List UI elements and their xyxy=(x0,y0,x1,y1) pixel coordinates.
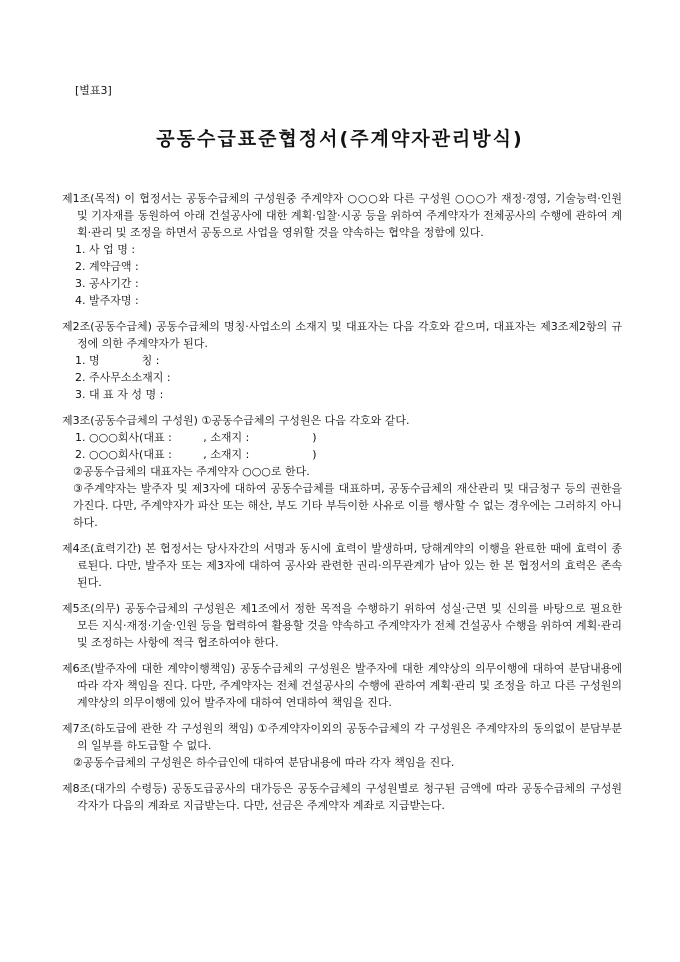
article-1 xyxy=(62,190,622,309)
article-4 xyxy=(62,540,622,591)
article-2-text: 제2조(공동수급체) 공동수급체의 명칭·사업소의 소재지 및 대표자는 다음 각호와 같으며, 대표자는 제3조제2항의 규정에 의한 주계약자가 된다. xyxy=(62,320,622,350)
article-4-text: 제4조(효력기간) 본 협정서는 당사자간의 서명과 동시에 효력이 발생하며, 당해계약의 이행을 완료한 때에 효력이 종료된다. 다만, 발주자 또는 제3자에 대하여 공사와 관련한 권리·의무관계가 남아 있는 한 본 협정서의 효력은 존속된다. xyxy=(62,542,622,589)
article-2-item: 3. 대 표 자 성 명 : xyxy=(75,388,164,401)
article-2 xyxy=(62,318,622,403)
article-8-text: 제8조(대가의 수령등) 공동도급공사의 대가등은 공동수급체의 구성원별로 청구된 금액에 따라 공동수급체의 구성원 각자가 다음의 계좌로 지급받는다. 다만, 선금은 주계약자 계좌로 지급받는다. xyxy=(62,782,622,812)
article-7-paragraph-2: ②공동수급체의 구성원은 하수급인에 대하여 분담내용에 따라 각자 책임을 진다. xyxy=(73,756,455,769)
article-5 xyxy=(62,600,622,651)
appendix-label: [별표3] xyxy=(75,84,112,97)
article-6 xyxy=(62,660,622,711)
article-1-item: 2. 계약금액 : xyxy=(75,260,139,273)
article-1-item: 3. 공사기간 : xyxy=(75,277,139,290)
article-3-paragraph-2: ②공동수급체의 대표자는 주계약자 ○○○로 한다. xyxy=(73,465,310,478)
article-1-item: 4. 발주자명 : xyxy=(75,294,139,307)
article-1-item: 1. 사 업 명 : xyxy=(75,243,136,256)
article-3-paragraph-3: ③주계약자는 발주자 및 제3자에 대하여 공동수급체를 대표하며, 공동수급체의 재산관리 및 대금청구 등의 권한을 가진다. 다만, 주계약자가 파산 또는 해산, 부도 기타 부득이한 사유로 이를 행사할 수 없는 경우에는 그러하지 아니하다. xyxy=(73,482,622,529)
document-body xyxy=(62,190,622,814)
article-8 xyxy=(62,780,622,814)
article-5-text: 제5조(의무) 공동수급체의 구성원은 제1조에서 정한 목적을 수행하기 위하여 성실·근면 및 신의를 바탕으로 필요한 모든 지식·재정·기술·인원 등을 협력하여 활용할 것을 약속하고 주계약자가 전체 건설공사 수행을 위하여 계획·관리 및 조정하는 사항에 적극 협조하여야 한다. xyxy=(62,602,622,649)
article-1-text: 제1조(목적) 이 협정서는 공동수급체의 구성원중 주계약자 ○○○와 다른 구성원 ○○○가 재정·경영, 기술능력·인원 및 기자재를 동원하여 아래 건설공사에 대한 계획·입찰·시공 등을 위하여 주계약자가 전체공사의 수행에 관하여 계획·관리 및 조정을 하면서 공동으로 사업을 영위할 것을 약속하는 협약을 정함에 있다. xyxy=(62,192,622,239)
article-2-item: 2. 주사무소소재지 : xyxy=(75,371,171,384)
article-3-item: 2. ○○○회사(대표 : , 소재지 : ) xyxy=(75,448,317,461)
article-3-text: 제3조(공동수급체의 구성원) ①공동수급체의 구성원은 다음 각호와 같다. xyxy=(62,414,410,427)
article-3 xyxy=(62,412,622,531)
article-3-item: 1. ○○○회사(대표 : , 소재지 : ) xyxy=(75,431,317,444)
article-7-text: 제7조(하도급에 관한 각 구성원의 책임) ①주계약자이외의 공동수급체의 각 구성원은 주계약자의 동의없이 분담부분의 일부를 하도급할 수 없다. xyxy=(62,722,622,752)
article-6-text: 제6조(발주자에 대한 계약이행책임) 공동수급체의 구성원은 발주자에 대한 계약상의 의무이행에 대하여 분담내용에 따라 각자 책임을 진다. 다만, 주계약자는 전체 건설공사의 수행에 관하여 계획·관리 및 조정을 하고 다른 구성원의 계약상의 의무이행에 있어 발주자에 대하여 연대하여 책임을 진다. xyxy=(62,662,622,709)
article-2-item: 1. 명 칭 : xyxy=(75,354,160,367)
document-title: 공동수급표준협정서(주계약자관리방식) xyxy=(156,128,524,150)
article-7 xyxy=(62,720,622,771)
